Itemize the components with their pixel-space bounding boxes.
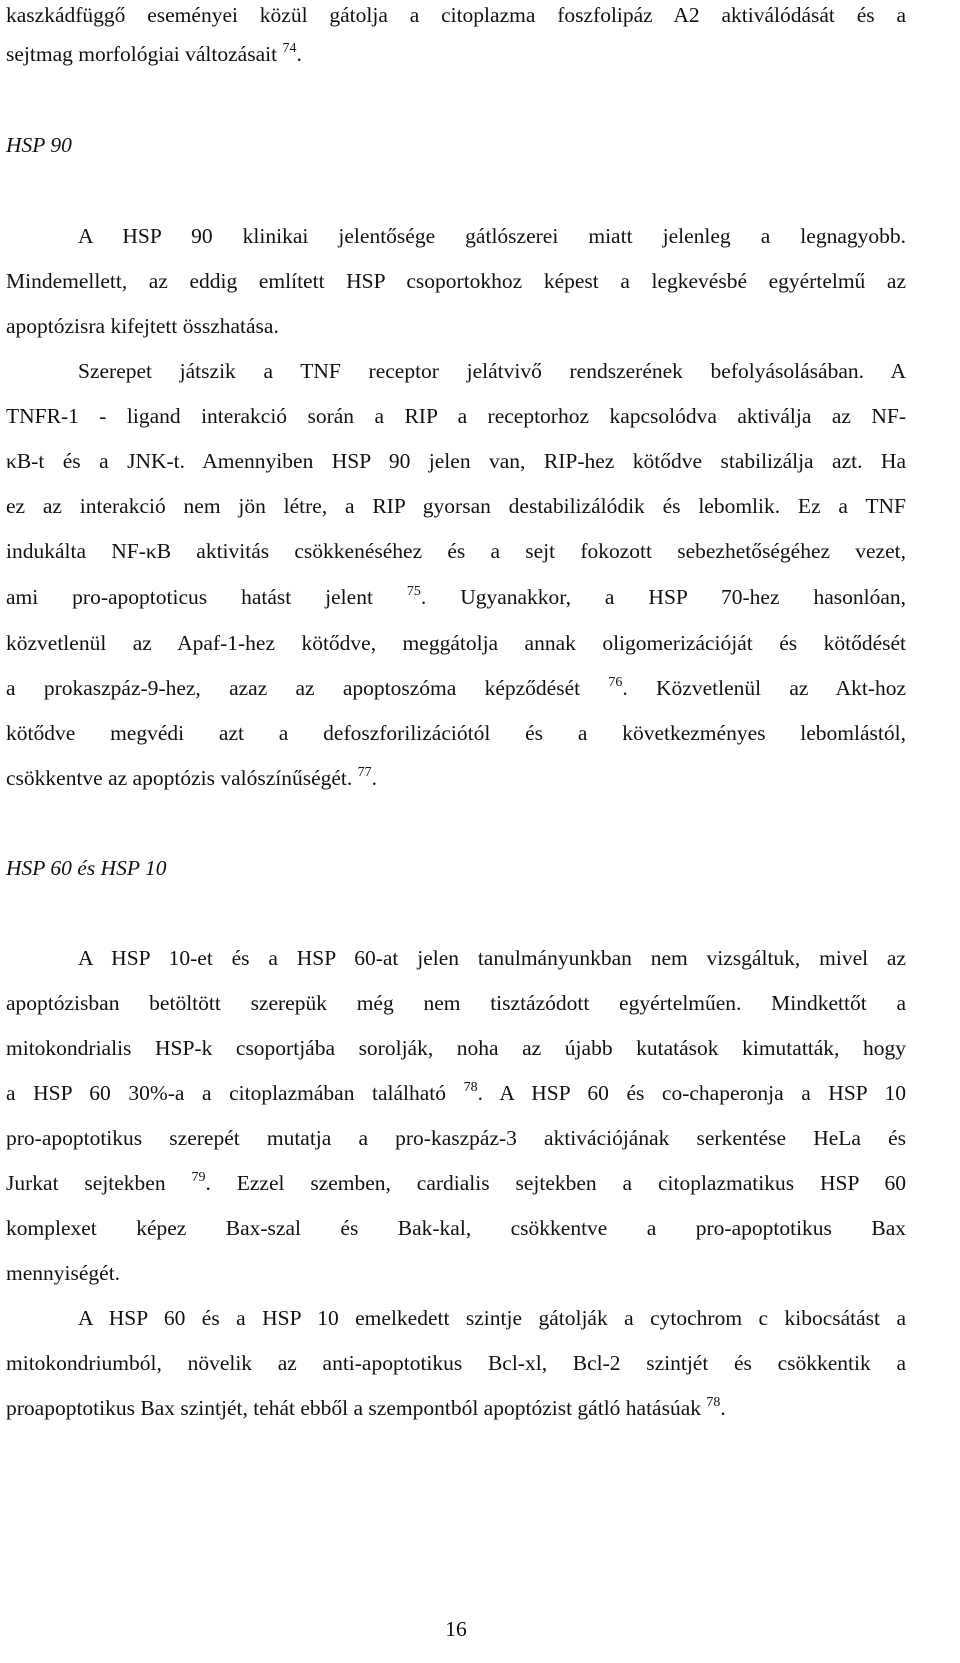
body-line: TNFR-1 - ligand interakció során a RIP a receptorhoz kapcsolódva aktiválja az NF- bbox=[6, 404, 906, 428]
body-line bbox=[6, 1069, 906, 1118]
body-line: apoptózisban betöltött szerepük még nem tisztázódott egyértelműen. Mindkettőt a bbox=[6, 991, 906, 1015]
reference-number: 76 bbox=[608, 675, 623, 690]
reference-number: 74 bbox=[282, 41, 297, 56]
body-line bbox=[6, 1384, 906, 1433]
line-text: . bbox=[296, 42, 302, 66]
line-text: . Közvetlenül az Akt-hoz bbox=[622, 676, 906, 700]
line-text: a prokaszpáz-9-hez, azaz az apoptoszóma képződését bbox=[6, 676, 581, 700]
line-text: proapoptotikus Bax szintjét, tehát ebből a szempontból apoptózist gátló hatásúak bbox=[6, 1396, 702, 1420]
body-line: A HSP 90 klinikai jelentősége gátlószerei miatt jelenleg a legnagyobb. bbox=[78, 224, 906, 248]
body-line: indukálta NF-κB aktivitás csökkenéséhez és a sejt fokozott sebezhetőségéhez vezet, bbox=[6, 539, 906, 563]
body-line: kötődve megvédi azt a defoszforilizációtól és a következményes lebomlástól, bbox=[6, 721, 906, 745]
body-line: mennyiségét. bbox=[6, 1261, 121, 1285]
body-line: kaszkádfüggő eseményei közül gátolja a citoplazma foszfolipáz A2 aktiválódását és a bbox=[6, 3, 906, 27]
line-text: . Ugyanakkor, a HSP 70-hez hasonlóan, bbox=[420, 585, 906, 609]
body-line bbox=[6, 1159, 906, 1208]
line-text: ami pro-apoptoticus hatást jelent bbox=[6, 585, 373, 609]
reference-number: 78 bbox=[463, 1080, 478, 1095]
body-line bbox=[6, 30, 906, 79]
body-line: Mindemellett, az eddig említett HSP csoportokhoz képest a legkevésbé egyértelmű az bbox=[6, 269, 906, 293]
line-text: . bbox=[371, 766, 378, 790]
body-line bbox=[6, 573, 906, 622]
page-number: 16 bbox=[445, 1617, 467, 1641]
body-line: pro-apoptotikus szerepét mutatja a pro-kaszpáz-3 aktivációjának serkentése HeLa és bbox=[6, 1126, 906, 1150]
body-line: mitokondrialis HSP-k csoportjába sorolják, noha az újabb kutatások kimutatták, hogy bbox=[6, 1036, 906, 1060]
body-line bbox=[6, 664, 906, 713]
body-line: κB-t és a JNK-t. Amennyiben HSP 90 jelen van, RIP-hez kötődve stabilizálja azt. Ha bbox=[6, 449, 906, 473]
line-text: . A HSP 60 és co-chaperonja a HSP 10 bbox=[477, 1081, 906, 1105]
reference-number: 78 bbox=[706, 1395, 721, 1410]
body-line: Szerepet játszik a TNF receptor jelátvivő rendszerének befolyásolásában. A bbox=[78, 359, 906, 383]
line-text: . bbox=[720, 1396, 726, 1420]
body-line: A HSP 10-et és a HSP 60-at jelen tanulmányunkban nem vizsgáltuk, mivel az bbox=[78, 946, 906, 970]
line-text: sejtmag morfológiai változásait bbox=[6, 42, 278, 66]
line-text: . Ezzel szemben, cardialis sejtekben a citoplazmatikus HSP 60 bbox=[205, 1171, 906, 1195]
section-heading-hsp60-hsp10: HSP 60 és HSP 10 bbox=[6, 856, 167, 880]
section-heading-hsp90: HSP 90 bbox=[6, 133, 72, 157]
line-text: Jurkat sejtekben bbox=[6, 1171, 166, 1195]
body-line: A HSP 60 és a HSP 10 emelkedett szintje gátolják a cytochrom c kibocsátást a bbox=[78, 1306, 906, 1330]
body-line: komplexet képez Bax-szal és Bak-kal, csökkentve a pro-apoptotikus Bax bbox=[6, 1216, 906, 1240]
body-line: mitokondriumból, növelik az anti-apoptotikus Bcl-xl, Bcl-2 szintjét és csökkentik a bbox=[6, 1351, 906, 1375]
body-line bbox=[6, 754, 906, 803]
body-line: ez az interakció nem jön létre, a RIP gyorsan destabilizálódik és lebomlik. Ez a TNF bbox=[6, 494, 906, 518]
body-line: közvetlenül az Apaf-1-hez kötődve, meggátolja annak oligomerizációját és kötődését bbox=[6, 631, 906, 655]
reference-number: 75 bbox=[406, 584, 421, 599]
line-text: a HSP 60 30%-a a citoplazmában található bbox=[6, 1081, 447, 1105]
body-line: apoptózisra kifejtett összhatása. bbox=[6, 314, 279, 338]
reference-number: 79 bbox=[191, 1170, 206, 1185]
reference-number: 77 bbox=[357, 765, 372, 780]
line-text: csökkentve az apoptózis valószínűségét. bbox=[6, 766, 353, 790]
